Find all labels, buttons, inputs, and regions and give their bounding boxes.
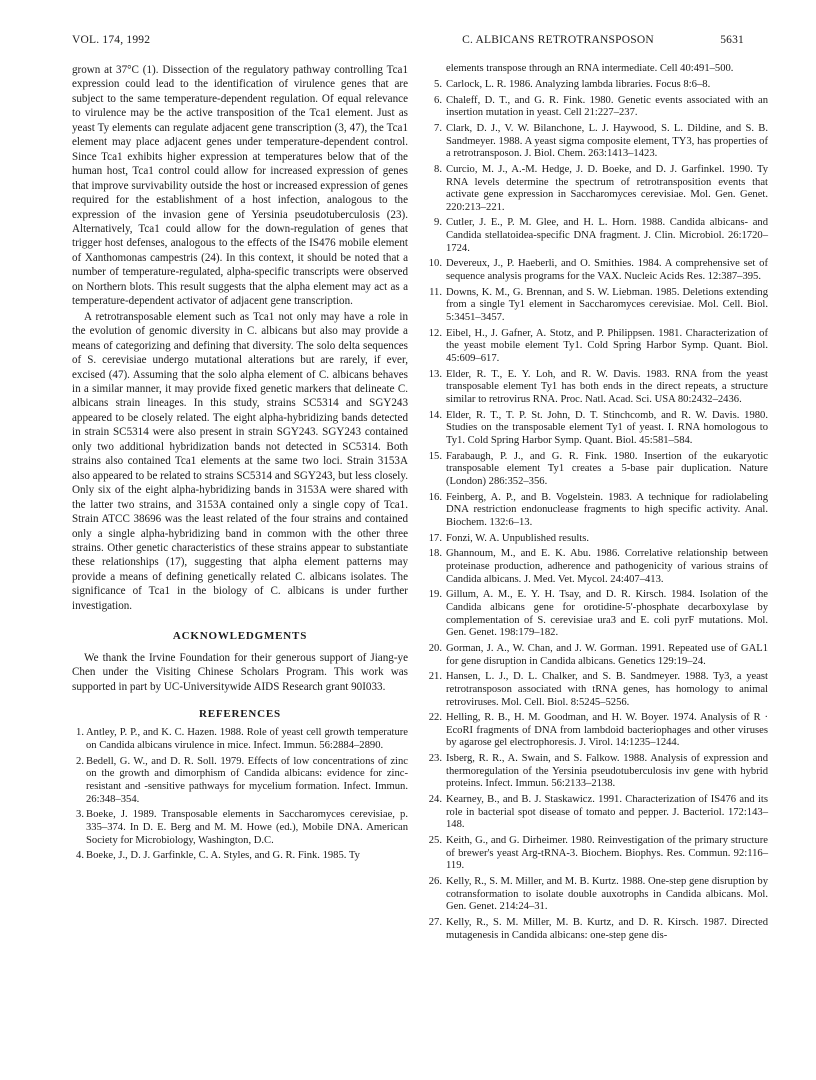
reference-text: Eibel, H., J. Gafner, A. Stotz, and P. Philippsen. 1981. Characterization of the yeast mobile element Ty1. Cold Spring Harbor Symp. Quant. Biol. 45:609–617. [446, 327, 768, 364]
reference-item [72, 756, 408, 806]
reference-number: 3. [76, 809, 84, 821]
left-column [72, 63, 408, 866]
reference-number: 4. [76, 850, 84, 862]
reference-text: Kearney, B., and B. J. Staskawicz. 1991. Characterization of IS476 and its role in bacterial spot disease of tomato and pepper. J. Bacteriol. 172:143–148. [446, 794, 768, 831]
reference-text: Hansen, L. J., D. L. Chalker, and S. B. Sandmeyer. 1988. Ty3, a yeast retrotransposon associated with tRNA genes, has homology to animal retroviruses. Mol. Cell. Biol. 8:5245–5256. [446, 671, 768, 708]
body-paragraph: grown at 37°C (1). Dissection of the regulatory pathway controlling Tca1 expression could lead to the identification of virulence genes that are subject to the same temperature-dependent regulation. Of equal relevance to virulence may be the active transposition of the Tca1 element. Just as yeast Ty elements can regulate adjacent gene transcription (3, 47), the Tca1 element may place adjacent genes under temperature-dependent control. Since Tca1 exhibits higher expression at temperatures below that of the human host, Tca1 control could allow for increased expression of genes that improve survivability outside the host or increased expression of genes required for the establishment of a host infection, analogous to the expression of the invasion gene of Yersinia pseudotuberculosis (23). Alternatively, Tca1 could allow for the down-regulation of genes that trigger host defenses, analogous to the effects of the IS476 mobile element of Xanthomonas campestris (24). In this context, it should be noted that a number of temperature-regulated, alpha-specific transcripts were observed on Northern blots. This result suggests that the alpha element may act as a temperature-dependent activator of adjacent gene transcription. [72, 64, 408, 308]
reference-number: 22. [428, 712, 442, 724]
page-number: 5631 [720, 34, 744, 46]
reference-number: 13. [428, 368, 442, 380]
reference-number: 15. [428, 450, 442, 462]
reference-text: elements transpose through an RNA intermediate. Cell 40:491–500. [446, 63, 734, 74]
reference-number: 14. [428, 409, 442, 421]
reference-number: 1. [76, 727, 84, 739]
reference-item [428, 548, 768, 586]
reference-item [428, 492, 768, 530]
reference-text: Helling, R. B., H. M. Goodman, and H. W. Boyer. 1974. Analysis of R · EcoRI fragments of DNA from lambdoid bacteriophages and other viruses by agarose gel electrophoresis. J. Virol. 14:1235–1244. [446, 712, 768, 749]
reference-continuation [428, 63, 768, 76]
reference-item [428, 451, 768, 489]
reference-text: Ghannoum, M., and E. K. Abu. 1986. Correlative relationship between proteinase production, adherence and pathogenicity of various strains of Candida albicans. J. Med. Vet. Mycol. 24:407–413. [446, 548, 768, 585]
page-header [72, 34, 744, 52]
reference-item [72, 850, 408, 863]
reference-item [428, 533, 768, 546]
reference-item [428, 95, 768, 120]
references-heading: REFERENCES [199, 708, 281, 721]
reference-item [428, 164, 768, 214]
reference-number: 20. [428, 642, 442, 654]
reference-text: Cutler, J. E., P. M. Glee, and H. L. Horn. 1988. Candida albicans- and Candida stellatoidea-specific DNA fragment. J. Clin. Microbiol. 26:1720–1724. [446, 217, 768, 254]
reference-item [428, 410, 768, 448]
reference-text: Keith, G., and G. Dirheimer. 1980. Reinvestigation of the primary structure of brewer's yeast Arg-tRNA-3. Biochem. Biophys. Res. Commun. 92:116–119. [446, 835, 768, 872]
reference-number: 26. [428, 876, 442, 888]
reference-text: Gorman, J. A., W. Chan, and J. W. Gorman. 1991. Repeated use of GAL1 for gene disruption in Candida albicans. Genetics 129:19–24. [446, 642, 768, 667]
reference-item [428, 753, 768, 791]
reference-text: Downs, K. M., G. Brennan, and S. W. Liebman. 1985. Deletions extending from a single Ty1 element in Saccharomyces cerevisiae. Mol. Cell. Biol. 5:3451–3457. [446, 286, 768, 323]
reference-list-right [428, 79, 768, 943]
acknowledgments-heading: ACKNOWLEDGMENTS [172, 630, 308, 643]
reference-item [428, 589, 768, 639]
reference-item [428, 328, 768, 366]
reference-number: 24. [428, 794, 442, 806]
reference-text: Boeke, J., D. J. Garfinkle, C. A. Styles, and G. R. Fink. 1985. Ty [86, 850, 360, 862]
reference-number: 16. [428, 491, 442, 503]
reference-number: 25. [428, 835, 442, 847]
reference-item [428, 79, 768, 92]
reference-item [72, 727, 408, 752]
reference-number: 12. [428, 327, 442, 339]
reference-number: 2. [76, 755, 84, 767]
reference-item [428, 258, 768, 283]
reference-text: Clark, D. J., V. W. Bilanchone, L. J. Haywood, S. L. Dildine, and S. B. Sandmeyer. 1988. A yeast sigma composite element, TY3, has properties of a retrotransposon. J. Biol. Chem. 263:1413–1423. [446, 122, 768, 160]
reference-number: 6. [434, 94, 442, 106]
body-paragraph: A retrotransposable element such as Tca1 not only may have a role in the evolution of genomic diversity in C. albicans but also may provide a means of categorizing and defining that diversity. The solo delta sequences of S. cerevisiae undergo mutational alterations but are rarely, if ever, excised (47). Assuming that the solo alpha element of C. albicans behaves in a similar manner, it may provide fixed genetic markers that delineate C. albicans strain lineages. In this study, strains SC5314 and SGY243 appeared to be closely related. The eight alpha-hybridizing bands detected in strain SC5314 were also present in strain SGY243. SGY243 contained only two additional hybridization bands not detected in SC5314. Both strains also contained Tca1 elements at the same two loci. Strain 3153A also appeared to be related to strains SC5314 and SGY243, but less closely. Only six of the eight alpha-hybridizing bands in 3153A were shared with the latter two strains, and 3153A contained only a single copy of Tca1. Strain ATCC 38696 was the least related of the four strains and contained only a single alpha-hybridizing band in common with the other three strains. Other genetic characteristics of these strains appear to substantiate these relationships (17), suggesting that alpha element patterns may provide a means of defining genetically related C. albicans isolates. The significance of Tca1 in the biology of C. albicans is under further investigation. [72, 310, 408, 612]
reference-number: 21. [428, 671, 442, 683]
running-title: C. ALBICANS RETROTRANSPOSON [462, 34, 654, 46]
reference-item [72, 809, 408, 847]
reference-item [428, 369, 768, 407]
reference-number: 18. [428, 548, 442, 560]
reference-text: Isberg, R. R., A. Swain, and S. Falkow. 1988. Analysis of expression and thermoregulation of the Yersinia pseudotuberculosis inv gene with hybrid proteins. Infect. Immun. 56:2133–2138. [446, 753, 768, 790]
reference-text: Chaleff, D. T., and G. R. Fink. 1980. Genetic events associated with an insertion mutation in yeast. Cell 21:227–237. [446, 94, 768, 119]
reference-text: Elder, R. T., T. P. St. John, D. T. Stinchcomb, and R. W. Davis. 1980. Studies on the transposable element Ty1 of yeast. I. RNA homologous to Ty1. Cold Spring Harbor Symp. Quant. Biol. 45:581–584. [446, 409, 768, 446]
reference-number: 27. [428, 917, 442, 929]
acknowledgments-text: We thank the Irvine Foundation for their generous support of Jiang-ye Chen under the Visiting Chinese Scholars Program. This work was supported in part by UC-Universitywide AIDS Research grant 90I033. [72, 651, 408, 693]
reference-item [428, 917, 768, 942]
reference-text: Curcio, M. J., A.-M. Hedge, J. D. Boeke, and D. J. Garfinkel. 1990. Ty RNA levels determine the spectrum of retrotransposition events that activate gene expression in Saccharomyces cerevisiae. Mol. Gen. Genet. 220:213–221. [446, 163, 768, 213]
reference-number: 19. [428, 589, 442, 601]
reference-item [428, 123, 768, 161]
reference-item [428, 643, 768, 668]
reference-text: Gillum, A. M., E. Y. H. Tsay, and D. R. Kirsch. 1984. Isolation of the Candida albicans gene for orotidine-5'-phosphate decarboxylase by complementation of S. cerevisiae ura3 and E. coli pyrF mutations. Mol. Gen. Genet. 198:179–182. [446, 589, 768, 639]
reference-item [428, 876, 768, 914]
reference-item [428, 712, 768, 750]
reference-number: 9. [434, 217, 442, 229]
reference-item [428, 287, 768, 325]
reference-text: Bedell, G. W., and D. R. Soll. 1979. Effects of low concentrations of zinc on the growth and dimorphism of Candida albicans: evidence for zinc-resistant and -sensitive pathways for mycelium formation. Infect. Immun. 26:348–354. [86, 755, 408, 805]
reference-item [428, 835, 768, 873]
reference-item [428, 794, 768, 832]
reference-number: 5. [434, 78, 442, 90]
reference-text: Devereux, J., P. Haeberli, and O. Smithies. 1984. A comprehensive set of sequence analysis programs for the VAX. Nucleic Acids Res. 12:387–395. [446, 258, 768, 283]
reference-number: 11. [429, 286, 442, 298]
reference-number: 7. [434, 122, 442, 134]
reference-text: Farabaugh, P. J., and G. R. Fink. 1980. Insertion of the eukaryotic transposable element Ty1 creates a 5-base pair duplication. Nature (London) 286:352–356. [446, 450, 768, 487]
reference-number: 10. [428, 258, 442, 270]
reference-number: 8. [434, 163, 442, 175]
reference-number: 23. [428, 753, 442, 765]
reference-text: Boeke, J. 1989. Transposable elements in Saccharomyces cerevisiae, p. 335–374. In D. E. Berg and M. M. Howe (ed.), Mobile DNA. American Society for Microbiology, Washington, D.C. [86, 809, 408, 846]
reference-item [428, 217, 768, 255]
reference-text: Feinberg, A. P., and B. Vogelstein. 1983. A technique for radiolabeling DNA restriction endonuclease fragments to high specific activity. Anal. Biochem. 132:6–13. [446, 491, 768, 528]
reference-list-left [72, 727, 408, 863]
reference-item [428, 671, 768, 709]
reference-text: Carlock, L. R. 1986. Analyzing lambda libraries. Focus 8:6–8. [446, 78, 711, 90]
reference-text: Kelly, R., S. M. Miller, and M. B. Kurtz. 1988. One-step gene disruption by cotransformation to isolate double auxotrophs in Candida albicans. Mol. Gen. Genet. 214:24–31. [446, 876, 768, 913]
volume-label: VOL. 174, 1992 [72, 34, 151, 46]
reference-text: Elder, R. T., E. Y. Loh, and R. W. Davis. 1983. RNA from the yeast transposable element Ty1 has both ends in the direct repeats, a structure similar to retrovirus RNA. Proc. Natl. Acad. Sci. USA 80:2432–2436. [446, 368, 768, 405]
right-column [428, 63, 768, 946]
reference-number: 17. [428, 532, 442, 544]
reference-text: Antley, P. P., and K. C. Hazen. 1988. Role of yeast cell growth temperature on Candida albicans virulence in mice. Infect. Immun. 56:2884–2890. [86, 727, 408, 752]
reference-text: Kelly, R., S. M. Miller, M. B. Kurtz, and D. R. Kirsch. 1987. Directed mutagenesis in Candida albicans: one-step gene dis- [446, 917, 768, 941]
reference-text: Fonzi, W. A. Unpublished results. [446, 532, 590, 544]
